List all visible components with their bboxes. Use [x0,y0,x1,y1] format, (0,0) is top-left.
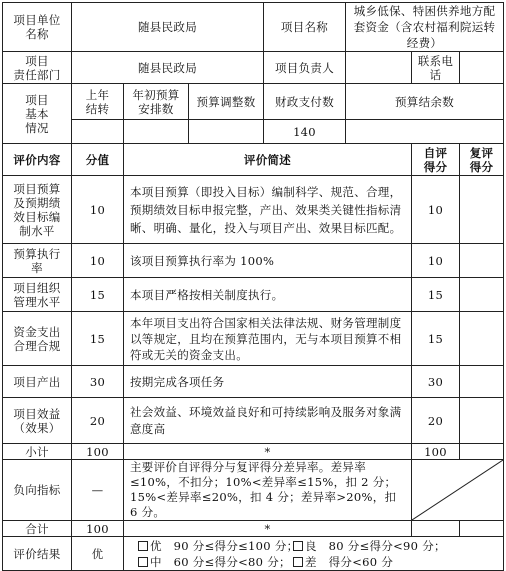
eval-header-row [3,144,504,176]
eval-row-content: 预算执行 率 [3,244,72,278]
eval-row-description: 该项目预算执行率为 100% [124,244,412,278]
eval-row-score: 15 [72,312,124,366]
negative-label: 负向指标 [3,460,72,521]
eval-row [3,278,504,312]
negative-description: 主要评价自评得分与复评得分差异率。差异率≤10%，不扣分；10%<差异率≤15%，扣 2 分；15%<差异率≤20%，扣 4 分；差异率>20%，扣 6 分。 [124,460,412,521]
col-adjustment: 预算调整数 [189,84,264,120]
subtotal-self-score: 100 [412,444,460,460]
basic-info-label: 项目 基本 情况 [3,84,72,144]
performance-evaluation-table [2,2,504,571]
eval-row-self-score: 20 [412,398,460,444]
eval-score-header: 分值 [72,144,124,176]
col-last-year: 上年 结转 [72,84,124,120]
negative-score: — [72,460,124,521]
eval-row-content: 项目组织 管理水平 [3,278,72,312]
eval-row-score: 15 [72,278,124,312]
result-option-poor[interactable]: 差 得分<60 分 [293,554,393,570]
owner-value [346,52,412,84]
total-score: 100 [72,521,124,537]
subtotal-review-score [460,444,504,460]
eval-description-header: 评价简述 [124,144,412,176]
eval-row-content: 项目预算 及预期绩 效目标编 制水平 [3,176,72,244]
phone-label: 联系电话 [412,52,460,84]
result-label: 评价结果 [3,537,72,571]
eval-row-content: 项目效益 （效果） [3,398,72,444]
eval-row-review-score [460,244,504,278]
col-balance: 预算结余数 [346,84,504,120]
eval-row-self-score: 30 [412,366,460,398]
eval-row-content: 项目产出 [3,366,72,398]
eval-row [3,176,504,244]
result-value: 优 [72,537,124,571]
val-fiscal-paid: 140 [264,120,346,144]
eval-row-self-score: 10 [412,176,460,244]
total-self-score [412,521,460,537]
header-row-basic-cols [3,84,504,120]
eval-row [3,398,504,444]
eval-row [3,366,504,398]
eval-row-description: 按期完成各项任务 [124,366,412,398]
eval-row-description: 本年项目支出符合国家相关法律法规、财务管理制度以等规定，且均在预算范围内，无与本项目预算不相符或无关的资金支出。 [124,312,412,366]
project-name-label: 项目名称 [264,3,346,52]
col-initial-budget: 年初预算 安排数 [124,84,189,120]
total-row [3,521,504,537]
eval-row-score: 10 [72,244,124,278]
eval-row [3,244,504,278]
val-adjustment [189,120,264,144]
val-balance [346,120,504,144]
eval-row-score: 30 [72,366,124,398]
eval-row-review-score [460,312,504,366]
total-mark: * [124,521,412,537]
review-score-header: 复评 得分 [460,144,504,176]
subtotal-score: 100 [72,444,124,460]
subtotal-row [3,444,504,460]
diagonal-line [412,460,503,520]
total-label: 合计 [3,521,72,537]
val-initial-budget [124,120,189,144]
eval-row-description: 社会效益、环境效益良好和可持续影响及服务对象满意度高 [124,398,412,444]
total-review-score [460,521,504,537]
checkbox-icon[interactable] [293,557,303,567]
eval-row-review-score [460,398,504,444]
self-score-header: 自评 得分 [412,144,460,176]
dept-value: 随县民政局 [72,52,264,84]
col-fiscal-paid: 财政支付数 [264,84,346,120]
val-last-year [72,120,124,144]
result-option-medium[interactable]: 中 60 分≤得分<80 分； [138,554,293,570]
result-options [124,537,504,571]
subtotal-mark: * [124,444,412,460]
eval-row-score: 10 [72,176,124,244]
eval-row-content: 资金支出 合理合规 [3,312,72,366]
eval-row-self-score: 15 [412,278,460,312]
owner-label: 项目负责人 [264,52,346,84]
result-row [3,537,504,571]
eval-row [3,312,504,366]
unit-value: 随县民政局 [72,3,264,52]
dept-label: 项目 责任部门 [3,52,72,84]
project-name-value: 城乡低保、特困供养地方配套资金（含农村福利院运转经费） [346,3,504,52]
result-option-good[interactable]: 良 80 分≤得分<90 分； [293,538,446,554]
eval-row-review-score [460,176,504,244]
unit-label: 项目单位 名称 [3,3,72,52]
checkbox-icon[interactable] [138,557,148,567]
header-row-basic-values [3,120,504,144]
eval-row-self-score: 15 [412,312,460,366]
header-row-dept [3,52,504,84]
eval-content-header: 评价内容 [3,144,72,176]
negative-diagonal-cell [412,460,504,521]
result-option-excellent[interactable]: 优 90 分≤得分≤100 分； [138,538,293,554]
eval-row-description: 本项目预算（即投入目标）编制科学、规范、合理，预期绩效目标申报完整，产出、效果类关键性指标清晰、明确、量化，投入与项目产出、效果目标匹配。 [124,176,412,244]
eval-row-self-score: 10 [412,244,460,278]
eval-row-review-score [460,278,504,312]
eval-row-score: 20 [72,398,124,444]
header-row-unit [3,3,504,52]
subtotal-label: 小计 [3,444,72,460]
negative-indicator-row [3,460,504,521]
eval-row-description: 本项目严格按相关制度执行。 [124,278,412,312]
phone-value [460,52,504,84]
eval-row-review-score [460,366,504,398]
result-options-line-2 [138,554,500,570]
